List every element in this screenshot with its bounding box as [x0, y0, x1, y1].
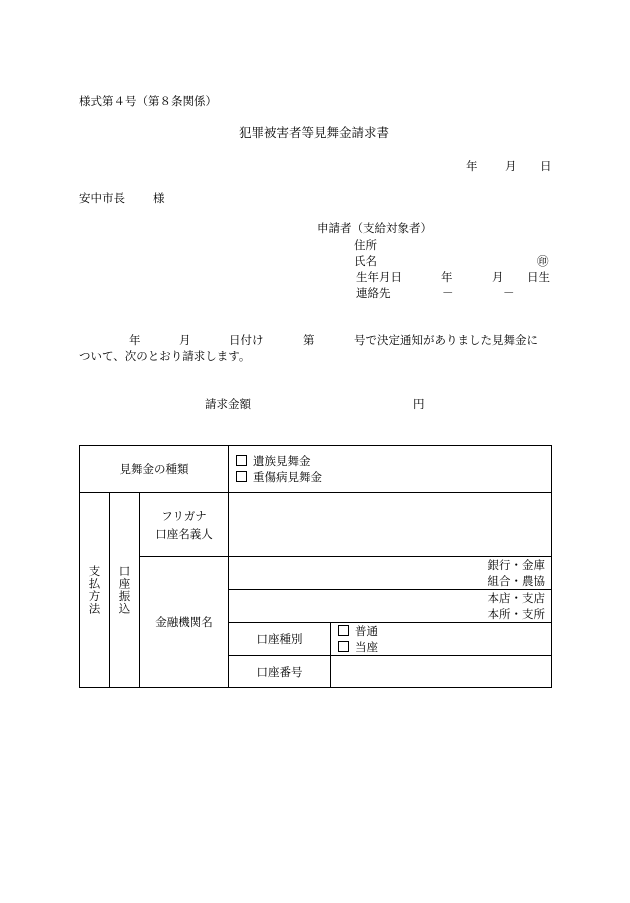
payment-table — [79, 445, 552, 688]
date-month: 月 — [505, 159, 517, 173]
contact-dash-2: － — [503, 286, 515, 300]
checkbox-current[interactable] — [338, 641, 349, 652]
birth-year: 年 — [441, 270, 453, 284]
date-day: 日 — [540, 159, 552, 173]
type-label: 見舞金の種類 — [119, 462, 189, 476]
bank-type-cell[interactable]: 銀行・金庫 組合・農協 — [229, 557, 552, 590]
applicant-heading: 申請者（支給対象者） — [317, 221, 432, 235]
option-bereaved[interactable]: 遺族見舞金 — [229, 453, 551, 469]
option-ordinary[interactable]: 普通 — [331, 623, 551, 639]
page-title: 犯罪被害者等見舞金請求書 — [239, 125, 390, 140]
account-type-options-cell — [331, 623, 552, 656]
institution-label-cell — [140, 557, 229, 688]
payment-method-label: 支払方法 — [87, 565, 102, 615]
account-number-label-cell — [229, 656, 331, 688]
birth-month: 月 — [492, 270, 504, 284]
account-number-input[interactable] — [331, 656, 552, 688]
type-label-cell — [80, 446, 229, 493]
account-number-label: 口座番号 — [256, 664, 303, 679]
birth-day: 日生 — [527, 270, 550, 284]
checkbox-ordinary[interactable] — [338, 625, 349, 636]
birth-label: 生年月日 — [356, 270, 402, 284]
institution-label: 金融機関名 — [155, 615, 213, 629]
amount-unit: 円 — [413, 397, 425, 411]
transfer-label: 口座振込 — [117, 565, 132, 615]
seal-mark: ㊞ — [537, 254, 549, 268]
furigana-label: フリガナ — [161, 508, 207, 523]
amount-label: 請求金額 — [205, 397, 251, 411]
holder-label-cell — [140, 493, 229, 557]
addressee-honorific: 様 — [153, 191, 165, 205]
body-year: 年 — [129, 333, 141, 347]
address-label: 住所 — [354, 238, 377, 252]
option-current[interactable]: 当座 — [331, 639, 551, 655]
addressee-name: 安中市長 — [79, 191, 125, 205]
body-month: 月 — [179, 333, 191, 347]
checkbox-bereaved[interactable] — [236, 455, 247, 466]
body-number-prefix: 第 — [303, 333, 315, 347]
account-type-label: 口座種別 — [256, 632, 303, 646]
account-type-label-cell — [229, 623, 331, 656]
contact-dash-1: － — [442, 286, 454, 300]
body-dated: 日付け — [229, 333, 264, 347]
transfer-cell — [110, 493, 140, 688]
branch-type-cell[interactable]: 本店・支店 本所・支所 — [229, 590, 552, 623]
holder-label: 口座名義人 — [155, 526, 213, 541]
option-serious-injury[interactable]: 重傷病見舞金 — [229, 469, 551, 485]
contact-label: 連絡先 — [356, 286, 391, 300]
body-line1-rest: 号で決定通知がありました見舞金に — [354, 333, 538, 347]
body-line2: ついて、次のとおり請求します。 — [79, 349, 251, 363]
date-year: 年 — [466, 159, 478, 173]
name-label: 氏名 — [354, 254, 377, 268]
payment-method-cell — [80, 493, 110, 688]
type-options-cell — [229, 446, 552, 493]
form-number: 様式第４号（第８条関係） — [79, 94, 217, 108]
checkbox-serious-injury[interactable] — [236, 471, 247, 482]
holder-input[interactable] — [229, 493, 552, 557]
